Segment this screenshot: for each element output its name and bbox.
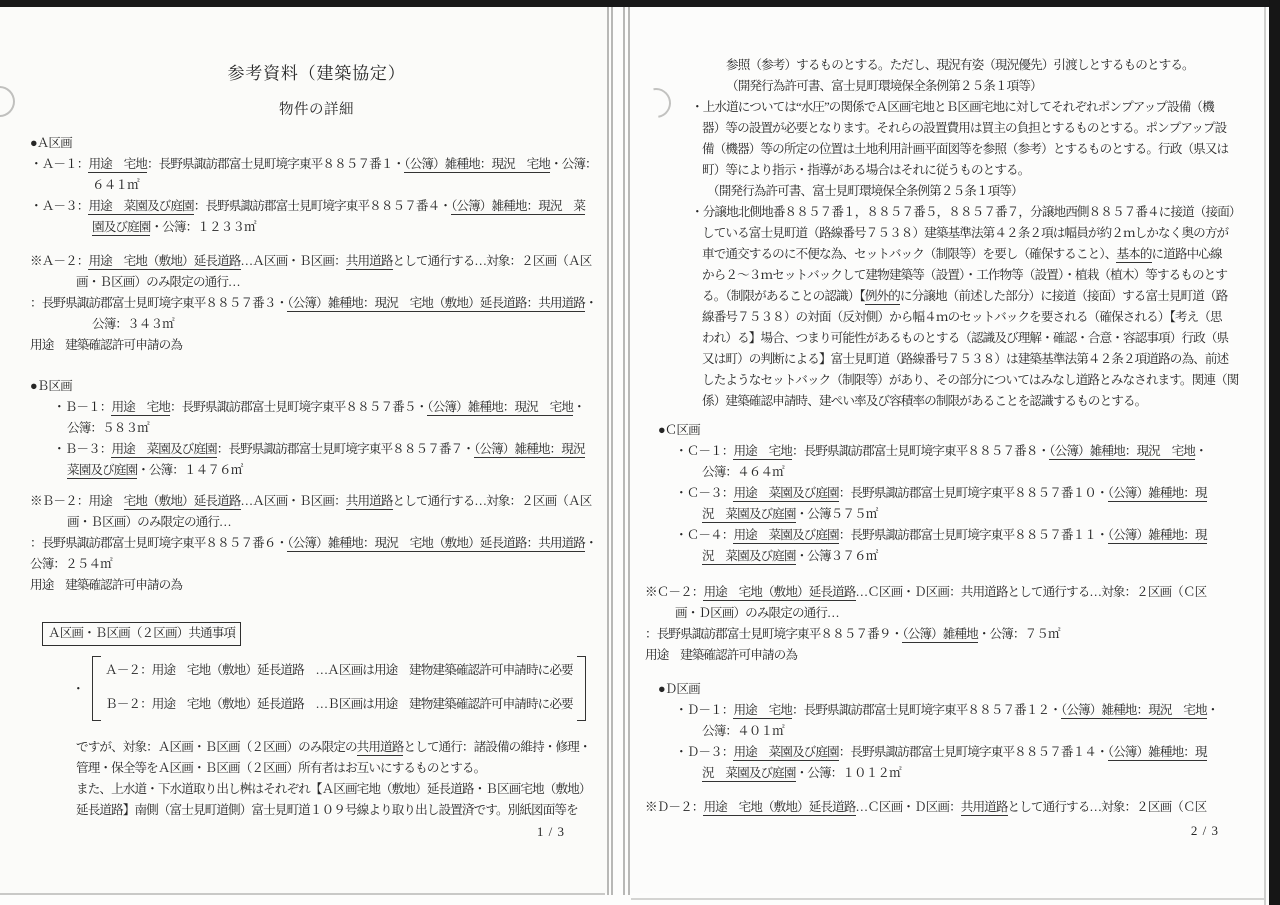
underlined-text-segment: （公簿）雑種地：現況 宅地 (404, 157, 550, 171)
scan-right-edge (1269, 0, 1280, 905)
text-line (675, 525, 1241, 546)
text-line (702, 244, 1241, 265)
text-line (702, 223, 1241, 244)
text-line (675, 700, 1241, 721)
text-line (76, 800, 603, 821)
text-segment: ・Ｂ－３： (53, 442, 112, 456)
boxed-heading: Ａ区画・Ｂ区画（２区画）共通事項 (42, 622, 241, 646)
underlined-text-segment: 用途 菜園及び庭園 (733, 486, 839, 500)
text-segment: る。（制限があることの認識）【 (702, 289, 865, 303)
section-heading (30, 376, 603, 397)
text-line (702, 139, 1241, 160)
text-segment: ・公簿５７５㎡ (795, 507, 878, 521)
text-segment: ・公簿：１０１２㎡ (795, 766, 901, 780)
text-segment: ・上水道については“水圧”の関係でＡ区画宅地とＢ区画宅地に対してそれぞれポンプアップ設備（機 (691, 100, 1214, 114)
page-1-content (0, 7, 607, 842)
text-segment: …Ａ区画・Ｂ区画： (240, 254, 346, 268)
text-segment: 又は町）の判断による】富士見町道（路線番号７５３８）は建築基準法第４２条２項道路の為、前述 (702, 352, 1229, 366)
note-line (645, 582, 1241, 603)
text-line (702, 504, 1241, 525)
page-2-content (630, 7, 1263, 841)
page-number: 1 / 3 (536, 824, 565, 839)
text-segment: 公簿：４０１㎡ (702, 724, 784, 738)
text-segment: ・Ａ－３： (30, 199, 89, 213)
section-gap (30, 84, 603, 100)
text-segment: 公簿：２５４㎡ (30, 557, 112, 571)
text-segment: ・Ｄ－１： (675, 703, 734, 717)
page-right-edge-line (1264, 0, 1266, 905)
text-line (30, 196, 603, 217)
underlined-text-segment: 共用道路 (345, 254, 393, 268)
text-segment: に分譲地（前述した部分）に接道（接面）する富士見町道（路 (899, 289, 1228, 303)
text-segment: ※Ｂ－２：用途 (30, 494, 124, 508)
text-segment: として通行：諸設備の維持・修理・ (403, 740, 591, 754)
left-bracket-glyph (92, 656, 101, 721)
scan-top-edge (0, 0, 1280, 7)
text-line (76, 737, 603, 758)
underlined-text-segment: 況 菜園及び庭園 (702, 549, 796, 563)
text-line (702, 370, 1241, 391)
underlined-text-segment: 用途 宅地（敷地）延長道路 (88, 254, 241, 268)
text-line (30, 335, 603, 356)
underlined-text-segment: 基本的 (1116, 247, 1152, 261)
page-number: 2 / 3 (1190, 823, 1219, 838)
text-segment: ・公簿：７５㎡ (977, 627, 1060, 641)
text-segment: 器）等の設置が必要となります。それらの設置費用は買主の負担とするものとする。ポンプアップ設 (702, 121, 1227, 135)
note-line (30, 491, 603, 512)
text-segment: 町）等により指示・指導がある場合はそれに従うものとする。 (702, 163, 1030, 177)
underlined-text-segment: 用途 菜園及び庭園 (733, 745, 839, 759)
text-segment: Ｂ－２：用途 宅地（敷地）延長道路 …Ｂ区画は用途 建物建築確認許可申請時に必要 (105, 697, 573, 711)
text-segment: 用途 建築確認許可申請の為 (30, 338, 183, 352)
underlined-text-segment: 共用道路 (356, 740, 404, 754)
spine-line (607, 7, 609, 895)
underlined-text-segment: 用途 宅地 (733, 703, 792, 717)
underlined-text-segment: （公簿）雑種地：現況 宅地（敷地）延長道路：共用道路 (287, 536, 586, 550)
text-segment: ・ (1194, 444, 1207, 458)
text-segment: （開発行為許可書、富士見町環境保全条例第２５条１項等） (726, 79, 1042, 93)
text-segment: 公簿：５８３㎡ (67, 421, 149, 435)
page-bottom-edge-right (631, 898, 1265, 900)
underlined-text-segment: （公簿）雑種地：現 (1107, 745, 1207, 759)
underlined-text-segment: 用途 菜園及び庭園 (733, 528, 839, 542)
note-line (645, 797, 1241, 818)
text-line (675, 441, 1241, 462)
underlined-text-segment: （公簿）雑種地：現 (1107, 486, 1207, 500)
text-line (702, 307, 1241, 328)
bracket-body (92, 656, 586, 721)
text-line (707, 181, 1241, 202)
text-segment: 公簿：４６４㎡ (702, 465, 784, 479)
boxed-heading-row (42, 622, 603, 646)
text-line (76, 758, 603, 779)
section-gap (30, 238, 603, 251)
bracket-line (105, 694, 573, 715)
section-gap (645, 666, 1241, 679)
underlined-text-segment: 共用道路 (960, 800, 1008, 814)
spine-line (611, 7, 613, 895)
text-segment: ●Ｄ区画 (658, 682, 700, 696)
text-segment: として通行する…対象：２区画（Ａ区 (392, 254, 592, 268)
underlined-text-segment: （公簿）雑種地：現況 (474, 442, 585, 456)
section-gap (30, 596, 603, 622)
bullet-mark: ・ (72, 682, 84, 696)
text-segment: ：長野県諏訪郡富士見町境字東平８８５７番１１・ (838, 528, 1108, 542)
text-segment: 物件の詳細 (279, 102, 354, 118)
text-segment: ・ (585, 296, 597, 310)
text-segment: ：長野県諏訪郡富士見町境字東平８８５７番１４・ (838, 745, 1108, 759)
text-segment: ：長野県諏訪郡富士見町境字東平８８５７番１２・ (791, 703, 1061, 717)
text-segment: したようなセットバック（制限等）があり、その部分についてはみなし道路とみなされます。関連（関 (702, 373, 1239, 387)
text-segment: ・ (572, 400, 585, 414)
text-line (30, 293, 603, 314)
text-segment: から２～３ｍセットバックして建物建築等（設置）・工作物等（設置）・植栽（植木）等するものとす (702, 268, 1228, 282)
text-segment: ※Ｃ－２： (645, 585, 704, 599)
text-segment: 公簿：３４３㎡ (92, 317, 174, 331)
text-segment: 画・Ｄ区画）のみ限定の通行… (675, 606, 839, 620)
document-title (30, 63, 603, 84)
note-line (30, 251, 603, 272)
underlined-text-segment: 用途 宅地 (111, 400, 170, 414)
text-line (30, 575, 603, 596)
text-line (645, 645, 1241, 666)
text-segment: ・ (1206, 703, 1219, 717)
text-line (675, 603, 1241, 624)
text-segment: 備（機器）等の所定の位置は土地利用計画平面図等を参照（参考）とするものとする。行政（県又は (702, 142, 1229, 156)
text-line (76, 272, 603, 293)
underlined-text-segment: 況 菜園及び庭園 (702, 766, 796, 780)
text-line (702, 328, 1241, 349)
text-line (92, 217, 603, 238)
text-segment: ・分譲地北側地番８８５７番１，８８５７番５，８８５７番７，分譲地西側８８５７番４に接道（接面） (691, 205, 1241, 219)
text-line (702, 118, 1241, 139)
text-segment: ・Ｃ－４： (675, 528, 734, 542)
text-segment: している富士見町道（路線番号７５３８）建築基準法第４２条２項は幅員が約２ｍしかなく奥の方が (702, 226, 1229, 240)
underlined-text-segment: （公簿）雑種地：現況 宅地 (1060, 703, 1207, 717)
underlined-text-segment: （公簿）雑種地：現況 宅地 (427, 400, 573, 414)
text-line (702, 349, 1241, 370)
text-line (702, 546, 1241, 567)
text-line (702, 763, 1241, 784)
text-segment: ：長野県諏訪郡富士見町境字東平８８５７番１０・ (838, 486, 1108, 500)
text-segment: ：長野県諏訪郡富士見町境字東平８８５７番６・ (30, 536, 288, 550)
underlined-text-segment: 用途 菜園及び庭園 (88, 199, 194, 213)
text-segment: として通行する…対象：２区画（Ａ区 (392, 494, 592, 508)
underlined-text-segment: （公簿）雑種地：現 (1107, 528, 1207, 542)
text-line (645, 624, 1241, 645)
page-1 (0, 7, 607, 893)
text-line (30, 533, 603, 554)
bracket-note (72, 656, 603, 721)
text-segment: ・公簿：１２３３㎡ (150, 220, 256, 234)
underlined-text-segment: 用途 宅地 (88, 157, 147, 171)
section-gap (645, 784, 1241, 797)
text-line (726, 76, 1241, 97)
right-bracket-glyph (577, 656, 586, 721)
text-line (702, 286, 1241, 307)
spine-line (623, 7, 625, 895)
underlined-text-segment: 宅地（敷地）延長道路 (123, 494, 241, 508)
section-gap (30, 121, 603, 133)
text-line (53, 439, 603, 460)
text-segment: ・公簿３７６㎡ (795, 549, 878, 563)
text-segment: Ａ－２：用途 宅地（敷地）延長道路 …Ａ区画は用途 建物建築確認許可申請時に必要 (105, 663, 573, 677)
underlined-text-segment: （公簿）雑種地：現況 菜 (451, 199, 586, 213)
section-gap (30, 481, 603, 491)
text-segment: 係）建築確認申請時、建ぺい率及び容積率の制限があることを認識するものとする。 (702, 394, 1147, 408)
section-gap (645, 567, 1241, 582)
text-segment: 画・Ｂ区画）のみ限定の通行… (76, 275, 240, 289)
text-segment: ：長野県諏訪郡富士見町境字東平８８５７番４・ (193, 199, 451, 213)
underlined-text-segment: 例外的 (864, 289, 900, 303)
spine-line (628, 7, 630, 895)
text-line (67, 418, 603, 439)
text-line (702, 160, 1241, 181)
section-gap (30, 646, 603, 654)
text-segment: として通行する…対象：２区画（Ｃ区 (1007, 800, 1207, 814)
underlined-text-segment: 用途 菜園及び庭園 (111, 442, 217, 456)
text-segment: われ）る】場合、つまり可能性があるものとする（認識及び理解・確認・合意・容認事項）行政（県 (702, 331, 1229, 345)
text-line (691, 202, 1241, 223)
text-segment: 参照（参考）するものとする。ただし、現況有姿（現況優先）引渡しとするものとする。 (726, 58, 1194, 72)
underlined-text-segment: 用途 宅地（敷地）延長道路 (703, 585, 856, 599)
text-line (30, 554, 603, 575)
text-segment: 線番号７５３８）の対面（反対側）から幅４ｍのセットバックを要される（確保される）【考え（思 (702, 310, 1222, 324)
text-segment: ・Ｃ－３： (675, 486, 734, 500)
text-line (53, 397, 603, 418)
text-segment: ●Ｂ区画 (30, 379, 72, 393)
text-segment: 管理・保全等をＡ区画・Ｂ区画（２区画）所有者はお互いにするものとする。 (76, 761, 486, 775)
text-line (702, 265, 1241, 286)
text-line (76, 779, 603, 800)
text-line (726, 55, 1241, 76)
bracket-line (105, 660, 573, 681)
text-line (702, 462, 1241, 483)
text-segment: ※Ａ－２： (30, 254, 89, 268)
text-line (30, 154, 603, 175)
text-segment: また、上水道・下水道取り出し桝はそれぞれ【Ａ区画宅地（敷地）延長道路・Ｂ区画宅地（敷地） (76, 782, 591, 796)
text-segment: ：長野県諏訪郡富士見町境字東平８８５７番３・ (30, 296, 288, 310)
text-segment: ・Ｂ－１： (53, 400, 112, 414)
section-heading (658, 679, 1241, 700)
text-segment: 画・Ｂ区画）のみ限定の通行… (67, 515, 231, 529)
underlined-text-segment: （公簿）雑種地：現況 宅地 (1049, 444, 1195, 458)
text-segment: ●Ｃ区画 (658, 423, 700, 437)
text-segment: ：長野県諏訪郡富士見町境字東平８８５７番７・ (216, 442, 474, 456)
page-2 (630, 7, 1263, 893)
text-segment: …Ｃ区画・Ｄ区画： (855, 800, 961, 814)
underlined-text-segment: 共用道路 (345, 494, 393, 508)
text-segment: 延長道路】南側（富士見町道側）富士見町道１０９号線より取り出し設置済です。別紙図面等を (76, 803, 578, 817)
text-segment: ・Ｄ－３： (675, 745, 734, 759)
underlined-text-segment: 用途 宅地（敷地）延長道路 (703, 800, 856, 814)
text-line (675, 483, 1241, 504)
text-segment: ●Ａ区画 (30, 136, 72, 150)
underlined-text-segment: （公簿）雑種地 (902, 627, 978, 641)
text-segment: 参考資料（建築協定） (227, 64, 406, 83)
text-line (675, 742, 1241, 763)
section-gap (30, 356, 603, 376)
underlined-text-segment: 園及び庭園 (92, 220, 151, 234)
text-segment: ：長野県諏訪郡富士見町境字東平８８５７番１・ (146, 157, 405, 171)
text-segment: ・Ｃ－１： (675, 444, 734, 458)
section-gap (30, 721, 603, 737)
text-segment: 用途 建築確認許可申請の為 (30, 578, 183, 592)
page-bottom-edge-left (0, 893, 605, 895)
text-segment: ６４１㎡ (92, 178, 139, 192)
text-segment: ：長野県諏訪郡富士見町境字東平８８５７番５・ (169, 400, 428, 414)
text-segment: ・公簿：１４７６㎡ (137, 463, 243, 477)
document-subtitle (30, 100, 603, 121)
underlined-text-segment: 況 菜園及び庭園 (702, 507, 796, 521)
text-line (691, 97, 1241, 118)
section-gap (645, 412, 1241, 420)
section-heading (658, 420, 1241, 441)
section-heading (30, 133, 603, 154)
text-line (702, 391, 1241, 412)
text-segment: …Ｃ区画・Ｄ区画：共用道路として通行する…対象：２区画（Ｃ区 (855, 585, 1207, 599)
underlined-text-segment: 用途 宅地 (733, 444, 792, 458)
text-line (702, 721, 1241, 742)
text-segment: ※Ｄ－２： (645, 800, 704, 814)
text-line (67, 460, 603, 481)
text-line (92, 314, 603, 335)
text-segment: （開発行為許可書、富士見町環境保全条例第２５条１項等） (707, 184, 1023, 198)
text-segment: 車で通交するのに不便な為、セットバック（制限等）を要し（確保すること）、 (702, 247, 1117, 261)
text-line (92, 175, 603, 196)
text-segment: ですが、対象：Ａ区画・Ｂ区画（２区画）のみ限定の (76, 740, 357, 754)
text-segment: ・ (585, 536, 597, 550)
underlined-text-segment: 菜園及び庭園 (67, 463, 138, 477)
underlined-text-segment: （公簿）雑種地：現況 宅地（敷地）延長道路：共用道路 (287, 296, 586, 310)
text-segment: 用途 建築確認許可申請の為 (645, 648, 798, 662)
text-segment: ・Ａ－１： (30, 157, 89, 171)
text-segment: ：長野県諏訪郡富士見町境字東平８８５７番９・ (645, 627, 903, 641)
text-segment: …Ａ区画・Ｂ区画： (240, 494, 346, 508)
text-line (67, 512, 603, 533)
text-segment: に道路中心線 (1151, 247, 1222, 261)
text-segment: ・公簿： (549, 157, 597, 171)
text-segment: ：長野県諏訪郡富士見町境字東平８８５７番８・ (791, 444, 1050, 458)
